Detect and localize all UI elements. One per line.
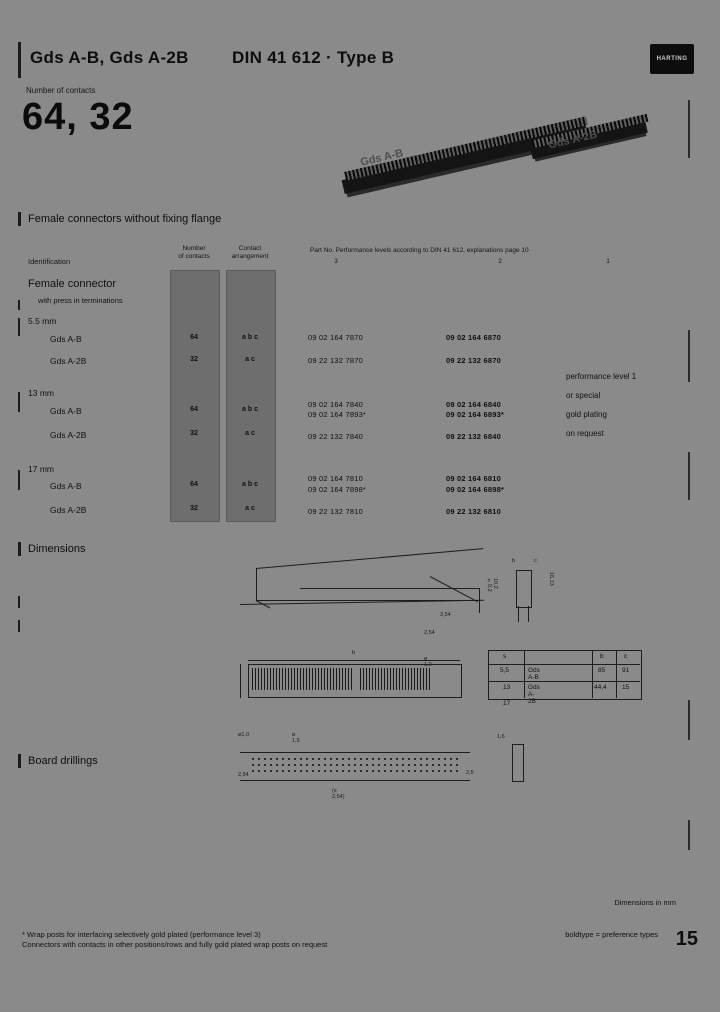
footnote-1: * Wrap posts for interfacing selectively gold plated (performance level 3) <box>22 930 261 939</box>
logo-text: HARTING <box>656 56 688 62</box>
dimensions-unit-note: Dimensions in mm <box>614 898 676 907</box>
part-no-l3-13-a-2b: 09 22 132 7840 <box>308 432 363 441</box>
section-title-dimensions: Dimensions <box>28 543 86 555</box>
section-title-female: Female connectors without fixing flange <box>28 213 222 225</box>
right-rule-mid <box>688 330 690 382</box>
dim-detail-height: 16,13 <box>548 572 554 586</box>
part-no-l2-13-a-2b: 09 22 132 6840 <box>446 432 501 441</box>
right-rule-low <box>688 700 690 740</box>
arrangement-13-a-2b: a c <box>245 430 255 437</box>
contacts-value-13-a-b: 64 <box>190 406 198 413</box>
side-note-line-4: on request <box>566 429 604 438</box>
row-label-gds-a-2b-5-5: Gds A-2B <box>50 356 87 366</box>
right-rule-mid2 <box>688 452 690 500</box>
contacts-value-5-5-a-2b: 32 <box>190 356 198 363</box>
photo-caption-b: Gds A-2B <box>547 128 599 152</box>
part-no-l3-13-a-b-alt: 09 02 164 7893* <box>308 410 367 419</box>
col-header-part-no: Part No. Performance levels according to DIN 41 612, explanations page 10 <box>310 247 529 254</box>
group-height-17: 17 mm <box>28 464 54 474</box>
part-no-l3-17-a-b-alt: 09 02 164 7898* <box>308 485 367 494</box>
page-title-standard: DIN 41 612 · Type B <box>232 48 395 67</box>
photo-caption-a: Gds A-B <box>359 147 405 169</box>
mini-s-13: 13 <box>503 684 511 691</box>
part-no-l2-17-a-2b: 09 22 132 6810 <box>446 507 501 516</box>
part-no-l3-17-a-b: 09 02 164 7810 <box>308 474 363 483</box>
mini-c-a-b: 91 <box>622 667 630 674</box>
page-title: Gds A-B, Gds A-2B <box>30 48 189 67</box>
side-note-line-2: or special <box>566 391 601 400</box>
right-rule-top <box>688 100 690 158</box>
side-note-line-1: performance level 1 <box>566 372 637 381</box>
footnote-2: Connectors with contacts in other positions/rows and fully gold plated wrap posts on request <box>22 940 328 949</box>
dim-board-3: 2,54 <box>238 772 249 778</box>
contacts-value-17-a-b: 64 <box>190 481 198 488</box>
mini-c-a-2b: 15 <box>622 684 630 691</box>
dim-small-right: 2,54 <box>440 612 451 618</box>
contacts-value-13-a-2b: 32 <box>190 430 198 437</box>
mini-b-a-2b: 44,4 <box>594 684 607 691</box>
contacts-label: Number of contacts <box>26 86 96 95</box>
part-no-l3-5-5-a-2b: 09 22 132 7870 <box>308 356 363 365</box>
dim-height-main: 10,2 ±0,2 <box>486 578 498 592</box>
col-header-level-2: 2 <box>498 258 502 265</box>
col-header-level-1: 1 <box>606 258 610 265</box>
row-label-gds-a-b-5-5: Gds A-B <box>50 334 82 344</box>
dim-front-b: b <box>352 650 356 656</box>
part-no-l3-13-a-b: 09 02 164 7840 <box>308 400 363 409</box>
left-tick-4 <box>18 470 20 490</box>
side-note-line-3: gold plating <box>566 410 607 419</box>
part-no-l2-5-5-a-2b: 09 22 132 6870 <box>446 356 501 365</box>
part-no-l2-5-5-a-b: 09 02 164 6870 <box>446 333 501 342</box>
row-label-gds-a-b-13: Gds A-B <box>50 406 82 416</box>
part-no-l2-17-a-b: 09 02 164 6810 <box>446 474 501 483</box>
arrangement-5-5-a-b: a b c <box>242 334 258 341</box>
mini-header-b: b <box>600 653 604 660</box>
mini-header-c: c <box>624 653 628 660</box>
dim-front-small: ø 1,0 <box>424 656 432 668</box>
col-header-level-3: 3 <box>334 258 338 265</box>
mini-b-a-b: 85 <box>598 667 606 674</box>
harting-logo <box>650 44 694 74</box>
left-tick-6 <box>18 620 20 632</box>
dim-board-1: ø1,0 <box>238 732 250 738</box>
row-label-gds-a-2b-13: Gds A-2B <box>50 430 87 440</box>
mini-name-a-2b: Gds A-2B <box>528 684 540 705</box>
mini-name-a-b: Gds A-B <box>528 667 540 681</box>
part-no-l2-13-a-b: 09 02 164 6840 <box>446 400 501 409</box>
arrangement-17-a-b: a b c <box>242 481 258 488</box>
part-no-l2-13-a-b-alt: 09 02 164 6893* <box>446 410 505 419</box>
part-no-l2-17-a-b-alt: 09 02 164 6898* <box>446 485 505 494</box>
section-rule-female <box>18 212 21 226</box>
contacts-value: 64, 32 <box>22 96 134 138</box>
group-title-female-connector: Female connector <box>28 278 117 290</box>
part-no-l3-17-a-2b: 09 22 132 7810 <box>308 507 363 516</box>
dim-small-left: 2,54 <box>424 630 435 636</box>
group-height-13: 13 mm <box>28 388 54 398</box>
left-tick-5 <box>18 596 20 608</box>
row-label-gds-a-2b-17: Gds A-2B <box>50 505 87 515</box>
page-number: 15 <box>675 928 698 950</box>
mini-s-17: 17 <box>503 700 511 707</box>
row-label-gds-a-b-17: Gds A-B <box>50 481 82 491</box>
arrangement-13-a-b: a b c <box>242 406 258 413</box>
board-thickness-detail <box>512 744 524 782</box>
dim-detail-c: c <box>534 558 537 564</box>
dim-board-2: ø 1,5 <box>292 732 300 744</box>
mini-s-5-5: 5,5 <box>500 667 510 674</box>
dim-board-thickness: 1,6 <box>497 734 505 740</box>
left-tick-3 <box>18 392 20 412</box>
section-rule-board <box>18 754 21 768</box>
dim-detail-b: b <box>512 558 516 564</box>
dim-board-plate: 2,5 <box>466 770 474 776</box>
arrangement-5-5-a-2b: a c <box>245 356 255 363</box>
left-tick-2 <box>18 318 20 336</box>
left-tick-1 <box>18 300 20 310</box>
col-header-contact-arrangement: Contact arrangement <box>231 245 269 261</box>
header-rule <box>18 42 21 78</box>
product-photo <box>330 100 670 210</box>
arrangement-17-a-2b: a c <box>245 505 255 512</box>
part-no-l3-5-5-a-b: 09 02 164 7870 <box>308 333 363 342</box>
contacts-value-17-a-2b: 32 <box>190 505 198 512</box>
col-header-identification: Identification <box>28 257 71 266</box>
col-header-number-of-contacts: Number of contacts <box>178 245 210 261</box>
section-title-board: Board drillings <box>28 755 98 767</box>
mini-header-s: s <box>503 653 507 660</box>
right-rule-bottom <box>688 820 690 850</box>
boldtype-note: boldtype = preference types <box>565 930 658 939</box>
group-sub-press-in: with press in terminations <box>38 296 123 305</box>
contacts-value-5-5-a-b: 64 <box>190 334 198 341</box>
section-rule-dimensions <box>18 542 21 556</box>
group-height-5-5: 5.5 mm <box>28 316 57 326</box>
dim-board-4: (x 2,54) <box>332 788 345 800</box>
